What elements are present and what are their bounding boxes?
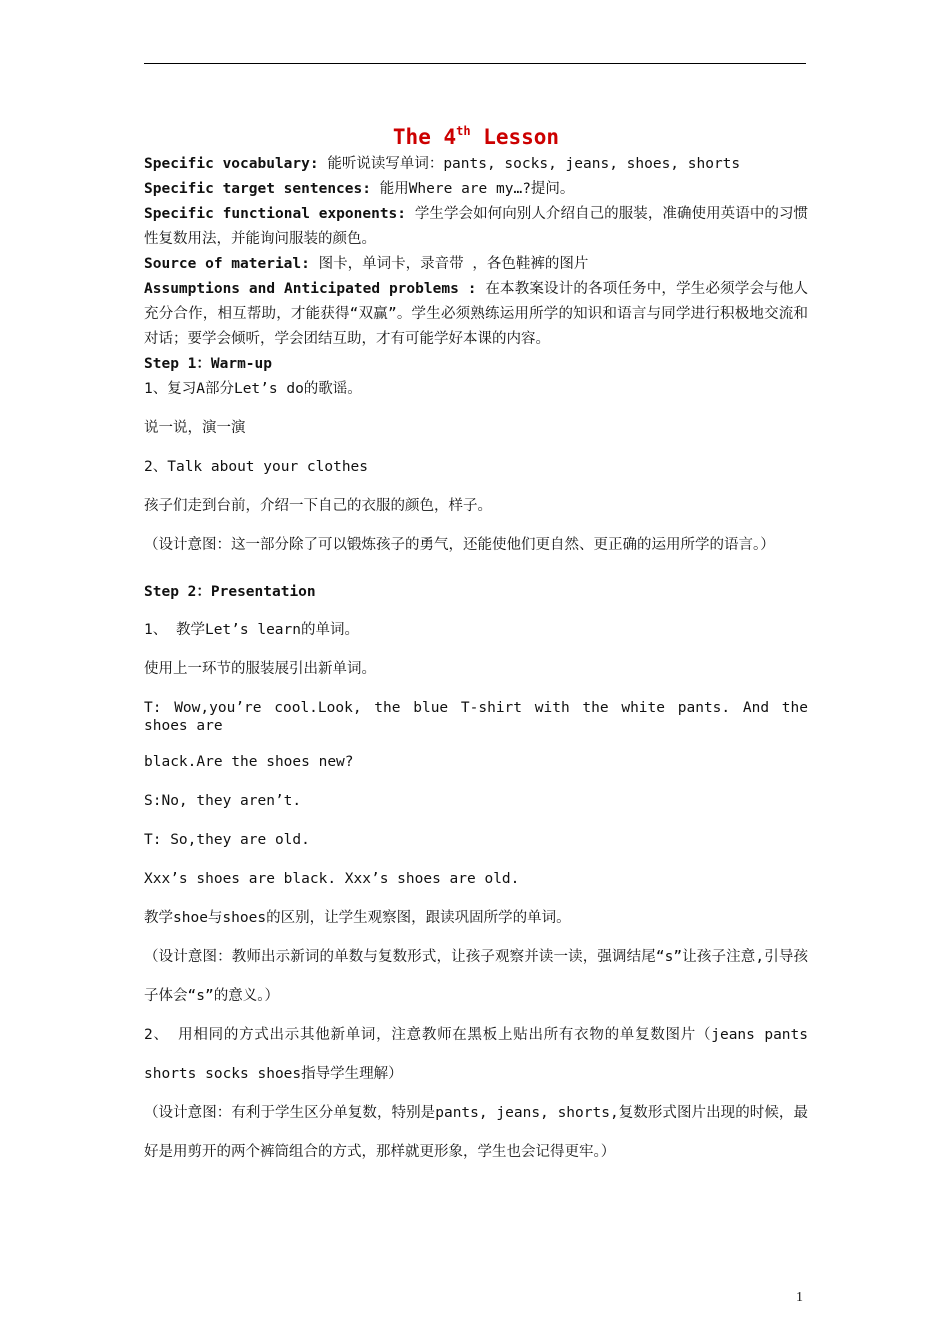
source-line: Source of material: 图卡，单词卡，录音带 ，各色鞋裤的图片 xyxy=(144,256,589,272)
step1-item2: 2、Talk about your clothes xyxy=(144,459,369,475)
step1-item1-detail: 说一说，演一演 xyxy=(144,420,246,436)
step1-item2-detail: 孩子们走到台前，介绍一下自己的衣服的颜色，样子。 xyxy=(144,498,492,514)
step2-item2: 2、 用相同的方式出示其他新单词，注意教师在黑板上贴出所有衣物的单复数图片（jeans pants shorts socks shoes指导学生理解） xyxy=(144,1027,808,1082)
document-body xyxy=(144,122,808,1172)
step2-heading: Step 2：Presentation xyxy=(144,584,316,600)
dialogue-line-2: S:No, they aren’t. xyxy=(144,793,302,809)
step2-note1: （设计意图：教师出示新词的单数与复数形式，让孩子观察并读一读，强调结尾“s”让孩子注意,引导孩子体会“s”的意义。） xyxy=(144,949,808,1004)
step1-heading: Step 1：Warm-up xyxy=(144,356,272,372)
dialogue-line-3: T: So,they are old. xyxy=(144,832,310,848)
target-line: Specific target sentences: 能用Where are my…?提问。 xyxy=(144,181,575,197)
step2-item1-detail: 使用上一环节的服装展引出新单词。 xyxy=(144,661,376,677)
header-rule xyxy=(144,63,806,64)
functional-line: Specific functional exponents: 学生学会如何向别人介绍自己的服装，准确使用英语中的习惯性复数用法，并能询问服装的颜色。 xyxy=(144,206,809,247)
lesson-title: The 4th Lesson xyxy=(392,124,560,149)
assumptions-line: Assumptions and Anticipated problems : 在本教案设计的各项任务中，学生必须学会与他人充分合作，相互帮助，才能获得“双赢”。学生必须熟练运用所学的知识和语言与同学进行积极地交流和对话；要学会倾听，学会团结互助，才有可能学好本课的内容。 xyxy=(144,281,809,347)
step2-item1: 1、 教学Let’s learn的单词。 xyxy=(144,622,359,638)
step2-note2: （设计意图：有利于学生区分单复数，特别是pants, jeans, shorts,复数形式图片出现的时候，最好是用剪开的两个裤筒组合的方式，那样就更形象，学生也会记得更牢。） xyxy=(144,1105,808,1160)
dialogue-line-4: Xxx’s shoes are black. Xxx’s shoes are old. xyxy=(144,871,520,887)
dialogue-line-1: T: Wow,you’re cool.Look, the blue T-shirt with the white pants. And the shoes are xyxy=(144,700,808,734)
dialogue-line-1b: black.Are the shoes new? xyxy=(144,754,354,770)
page-number: 1 xyxy=(796,1290,803,1305)
step2-teach: 教学shoe与shoes的区别，让学生观察图，跟读巩固所学的单词。 xyxy=(144,910,571,926)
step1-item1: 1、复习A部分Let’s do的歌谣。 xyxy=(144,381,362,397)
vocab-line: Specific vocabulary: 能听说读写单词：pants, socks, jeans, shoes, shorts xyxy=(144,156,741,172)
step1-note: （设计意图：这一部分除了可以锻炼孩子的勇气，还能使他们更自然、更正确的运用所学的语言。） xyxy=(144,537,775,553)
